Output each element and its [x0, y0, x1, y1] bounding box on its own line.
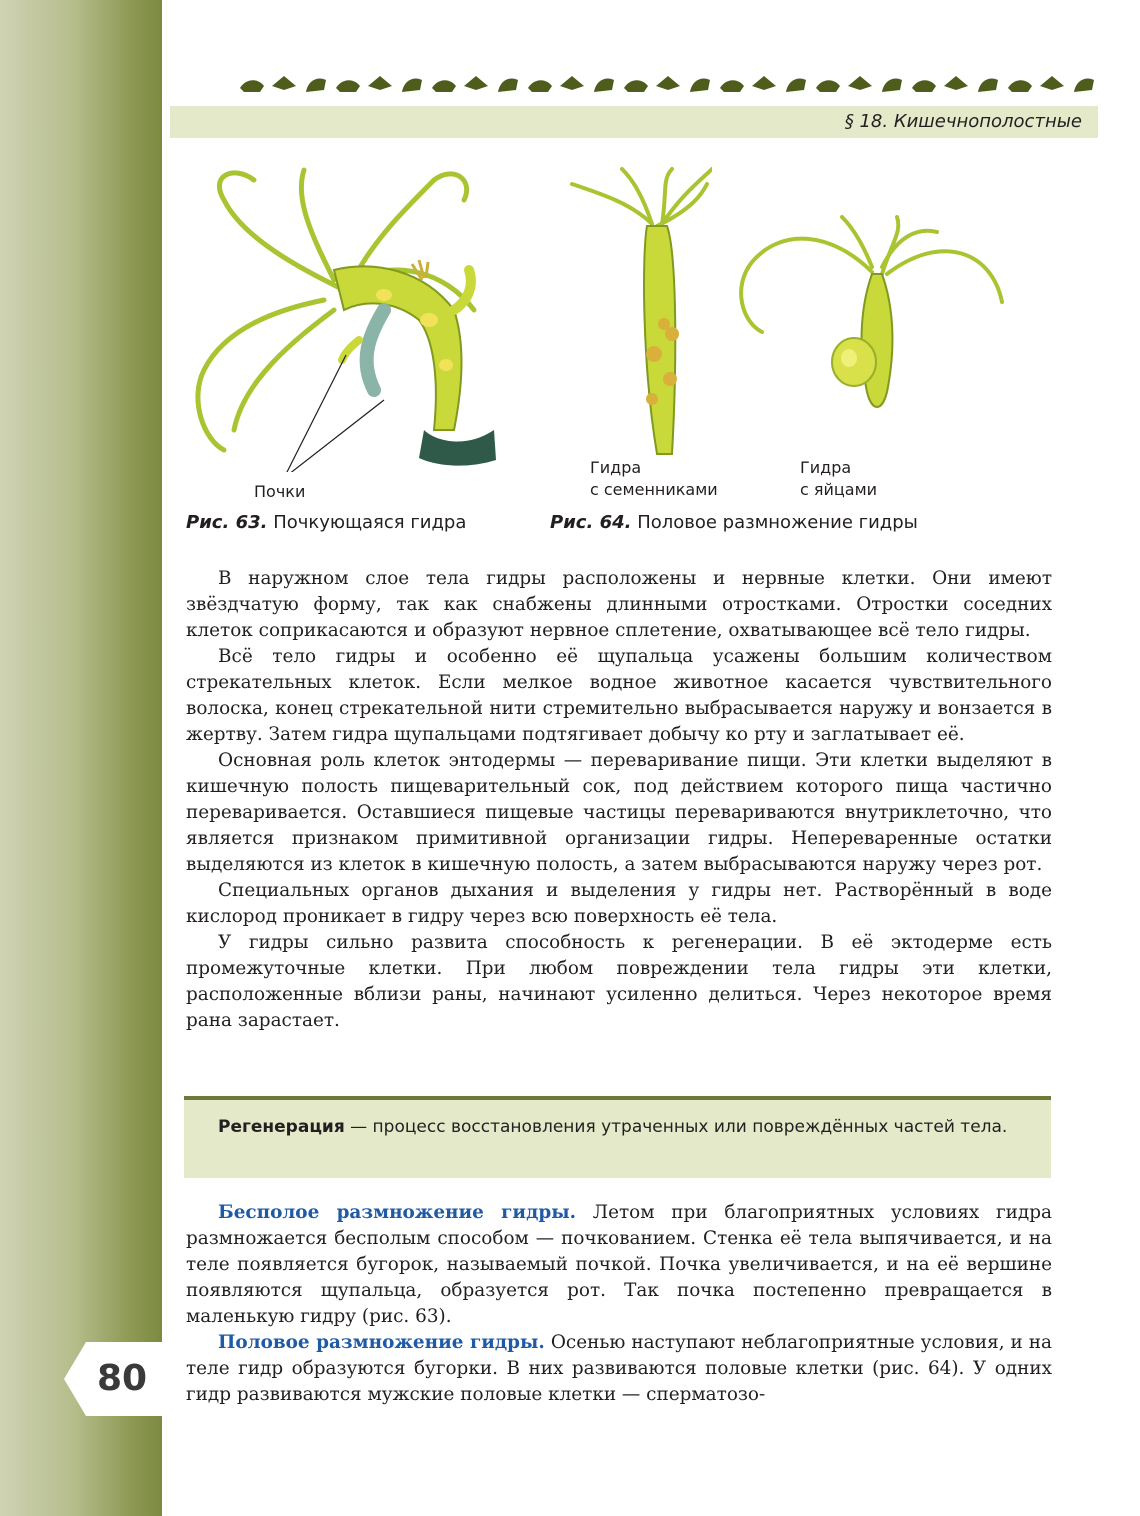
animal-silhouette-icon [368, 76, 392, 90]
animal-silhouette-icon [498, 79, 518, 93]
animal-silhouette-icon [882, 79, 902, 93]
animal-silhouette-icon [272, 76, 296, 90]
animal-silhouette-icon [978, 79, 998, 93]
animal-silhouette-icon [560, 76, 584, 90]
animal-silhouette-icon [594, 79, 614, 93]
hydra-with-eggs-illustration [722, 212, 1012, 464]
hydra-with-testes-illustration [552, 164, 712, 464]
sexual-heading: Половое размножение гидры. [218, 1332, 545, 1353]
budding-hydra-illustration [184, 160, 504, 472]
animal-silhouette-icon [306, 79, 326, 93]
hydra-testes-label-line2: с семенниками [590, 480, 718, 499]
figure-63-caption [186, 512, 466, 533]
animal-silhouette-icon [528, 80, 552, 92]
hydra-testes-label [590, 457, 718, 501]
definition-text: — процесс восстановления утраченных или повреждённых частей тела. [344, 1117, 1008, 1137]
animal-silhouette-icon [720, 80, 744, 92]
paragraph-sexual [186, 1330, 1052, 1408]
paragraph-stinging-cells: Всё тело гидры и особенно её щупальца усажены большим количеством стрекательных клеток. Если мелкое водное животное касается чувствительного волоска, конец стрекательной нити стремительно выбрасывается наружу и вонзается в жертву. Затем гидра щупальцами подтягивает добычу ко рту и заглатывает её. [186, 646, 1052, 745]
paragraph-nerve-cells: В наружном слое тела гидры расположены и нервные клетки. Они имеют звёздчатую форму, так как снабжены длинными отростками. Отростки соседних клеток соприкасаются и образуют нервное сплетение, охватывающее всё тело гидры. [186, 568, 1052, 641]
header-band [170, 106, 1098, 138]
figure-63-text: Почкующаяся гидра [273, 512, 467, 533]
animal-silhouette-icon [1040, 76, 1064, 90]
animal-silhouette-icon [240, 80, 264, 92]
hydra-eggs-label-line2: с яйцами [800, 480, 878, 499]
hydra-testes-label-line1: Гидра [590, 458, 642, 477]
figure-64-text: Половое размножение гидры [637, 512, 918, 533]
buds-label: Почки [254, 482, 306, 501]
figure-63-number: Рис. 63. [186, 512, 268, 533]
animal-silhouette-icon [816, 80, 840, 92]
figure-64-number: Рис. 64. [550, 512, 632, 533]
animal-silhouette-icon [432, 80, 456, 92]
animal-silhouette-icon [624, 80, 648, 92]
definition-box [184, 1096, 1051, 1178]
animal-silhouette-icon [944, 76, 968, 90]
animal-silhouette-icon [848, 76, 872, 90]
section-title: § 18. Кишечнополостные [844, 111, 1082, 132]
paragraph-asexual [186, 1200, 1052, 1330]
animal-silhouette-icon [336, 80, 360, 92]
animal-silhouette-icon [690, 79, 710, 93]
body-text [186, 566, 1052, 1034]
hydra-eggs-label-line1: Гидра [800, 458, 852, 477]
paragraph-endoderm: Основная роль клеток энтодермы — переваривание пищи. Эти клетки выделяют в кишечную полость пищеварительный сок, под действием которого пища частично переваривается. Оставшиеся пищевые частицы перевариваются внутриклеточно, что является признаком примитивной организации гидры. Непереваренные остатки выделяются из клеток в кишечную полость, а затем выбрасываются наружу через рот. [186, 750, 1052, 875]
animal-silhouette-icon [464, 76, 488, 90]
left-margin-bar [0, 0, 162, 1516]
animal-silhouettes-strip [236, 68, 1096, 100]
animal-silhouette-icon [402, 79, 422, 93]
animal-silhouette-icon [786, 79, 806, 93]
animal-silhouette-icon [912, 80, 936, 92]
figure-64-caption [550, 512, 918, 533]
animal-silhouette-icon [1074, 79, 1094, 93]
paragraph-regeneration: У гидры сильно развита способность к регенерации. В её эктодерме есть промежуточные клетки. При любом повреждении тела гидры эти клетки, расположенные вблизи раны, начинают усиленно делиться. Через некоторое время рана зарастает. [186, 932, 1052, 1031]
hydra-eggs-label [800, 457, 877, 501]
animal-silhouette-icon [1008, 80, 1032, 92]
reproduction-text [186, 1200, 1052, 1408]
sexual-text: Осенью наступают неблагоприятные условия, и на теле гидр образуются бугорки. В них развиваются половые клетки (рис. 64). У одних гидр развиваются мужские половые клетки — сперматозо- [186, 1332, 1052, 1405]
paragraph-respiration: Специальных органов дыхания и выделения у гидры нет. Растворённый в воде кислород проникает в гидру через всю поверхность её тела. [186, 880, 1052, 927]
asexual-heading: Бесполое размножение гидры. [218, 1202, 577, 1223]
animal-silhouette-icon [752, 76, 776, 90]
asexual-text: Летом при благоприятных условиях гидра размножается бесполым способом — почкованием. Стенка её тела выпячивается, и на теле появляется бугорок, называемый почкой. Почка увеличивается, и на её вершине появляются щупальца, образуется рот. Так почка постепенно превращается в маленькую гидру (рис. 63). [186, 1202, 1052, 1327]
page-number: 80 [96, 1358, 148, 1399]
animal-silhouette-icon [656, 76, 680, 90]
definition-term: Регенерация [218, 1117, 345, 1137]
